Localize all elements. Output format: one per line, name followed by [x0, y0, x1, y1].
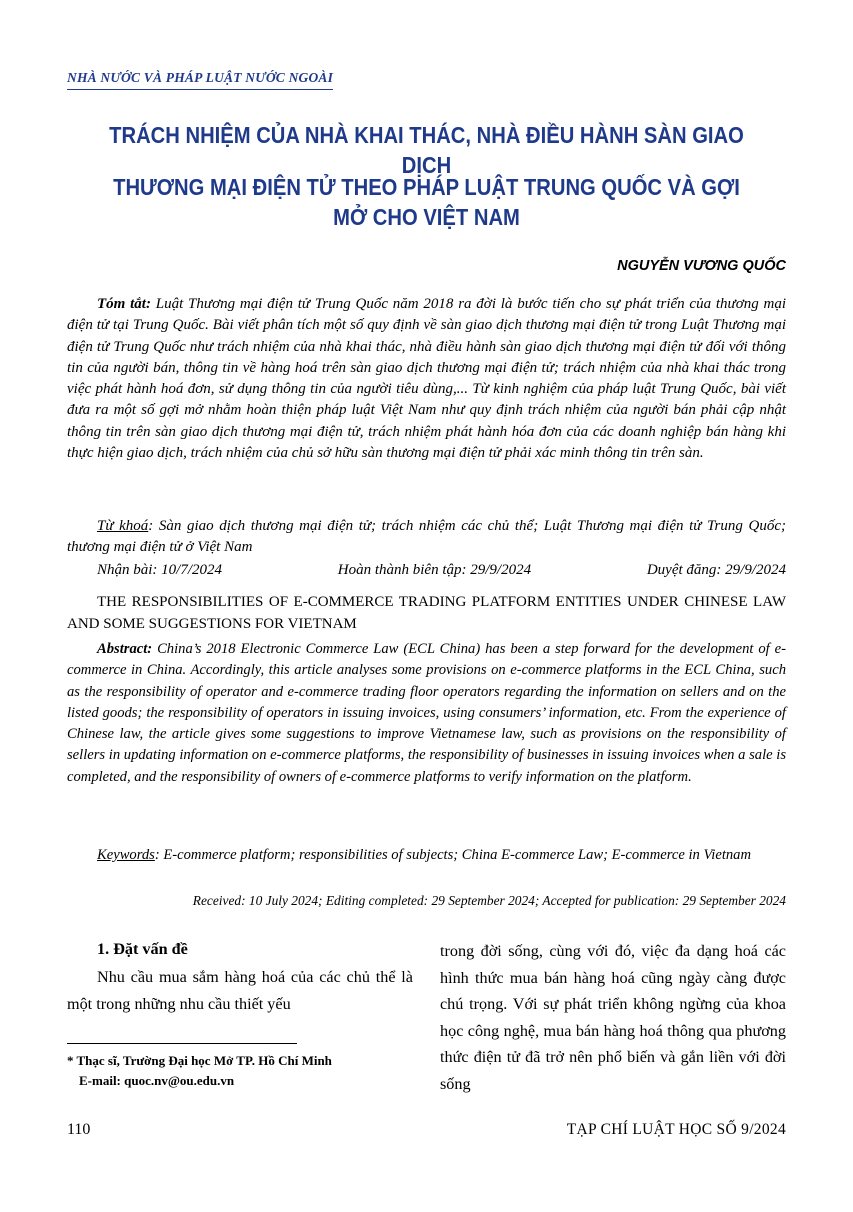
- body-right-column: trong đời sống, cùng với đó, việc đa dạng hoá các hình thức mua bán hàng hoá cũng ngày càng được chú trọng. Với sự phát triển không ngừng của khoa học công nghệ, mua bán hàng hoá thông qua phương thức điện tử đã trở nên phổ biến và gắn liền với đời sống: [440, 942, 786, 1093]
- abstract-vn-label: Tóm tắt:: [97, 296, 151, 312]
- article-title-line-2: THƯƠNG MẠI ĐIỆN TỬ THEO PHÁP LUẬT TRUNG QUỐC VÀ GỢI MỞ CHO VIỆT NAM: [113, 174, 740, 230]
- section-tag: NHÀ NƯỚC VÀ PHÁP LUẬT NƯỚC NGOÀI: [67, 70, 333, 90]
- abstract-vn: [67, 294, 786, 464]
- article-title-line-1: TRÁCH NHIỆM CỦA NHÀ KHAI THÁC, NHÀ ĐIỀU HÀNH SÀN GIAO DỊCH: [109, 122, 744, 178]
- abstract-vn-text: Luật Thương mại điện tử Trung Quốc năm 2018 ra đời là bước tiến cho sự phát triển của thương mại điện tử tại Trung Quốc. Bài viết phân tích một số quy định về sàn giao dịch thương mại điện tử trong Luật Thương mại điện tử Trung Quốc như trách nhiệm của nhà khai thác, nhà điều hành sàn giao dịch thương mại điện tử đối với thông tin của người bán, thông tin về hàng hoá trên sàn giao dịch thương mại điện tử; trách nhiệm của nhà khai thác trong việc phát hành hoá đơn, sử dụng thông tin của người tiêu dùng,... Từ kinh nghiệm của pháp luật Trung Quốc, bài viết đưa ra một số gợi mở nhằm hoàn thiện pháp luật Việt Nam như quy định trách nhiệm của người bán phải cập nhật thông tin trên sàn giao dịch thương mại điện tử, trách nhiệm phát hành hóa đơn của các doanh nghiệp bán hàng khi thực hiện giao dịch, trách nhiệm của chủ sở hữu sàn thương mại điện tử phải xác minh thông tin trên sàn.: [67, 296, 787, 462]
- abstract-en-text: China’s 2018 Electronic Commerce Law (ECL China) has been a step forward for the development of e-commerce in China. Accordingly, this article analyses some provisions on e-commerce platforms in the ECL China, such as the responsibility of operator and e-commerce trading floor operators regarding the information on sellers and on the listed goods; the responsibility of operators in issuing invoices, using consumers’ information, etc. From the experience of Chinese law, the article gives some suggestions to improve Vietnamese law, such as provisions on the responsibility of sellers in updating information on e-commerce platforms, the responsibility of businesses in issuing invoices when a sale is completed, and the responsibility of owners of e-commerce platforms to verify information on the platform.: [67, 641, 786, 785]
- received-date-vn: Nhận bài: 10/7/2024: [97, 562, 223, 578]
- keywords-vn-text: : Sàn giao dịch thương mại điện tử; trách nhiệm các chủ thể; Luật Thương mại điện tử Trung Quốc; thương mại điện tử ở Việt Nam: [67, 518, 786, 556]
- dates-vn: [97, 562, 786, 579]
- body-left-column: Nhu cầu mua sắm hàng hoá của các chủ thể là một trong những nhu cầu thiết yếu: [67, 968, 413, 1013]
- keywords-vn: [67, 516, 786, 559]
- keywords-en: [67, 845, 786, 866]
- accepted-date-vn: Duyệt đăng: 29/9/2024: [646, 562, 786, 578]
- keywords-en-text: : E-commerce platform; responsibilities of subjects; China E-commerce Law; E-commerce in Vietnam: [154, 847, 752, 863]
- english-title: THE RESPONSIBILITIES OF E-COMMERCE TRADING PLATFORM ENTITIES UNDER CHINESE LAW AND SOME SUGGESTIONS FOR VIETNAM: [67, 594, 786, 632]
- section-heading: 1. Đặt vấn đề: [97, 940, 188, 958]
- abstract-en-label: Abstract:: [97, 641, 153, 657]
- footnote-email: E-mail: quoc.nv@ou.edu.vn: [79, 1073, 235, 1088]
- received-en: Received: 10 July 2024; Editing completed: 29 September 2024; Accepted for publication: 29 September 2024: [192, 893, 786, 908]
- journal-name: TẠP CHÍ LUẬT HỌC SỐ 9/2024: [566, 1121, 786, 1138]
- footnote-rule: [67, 1043, 297, 1044]
- keywords-vn-label: Từ khoá: [97, 518, 149, 534]
- keywords-en-label: Keywords: [97, 847, 155, 863]
- page-number: 110: [67, 1121, 91, 1138]
- footnote: [67, 1051, 332, 1091]
- author-name: NGUYỄN VƯƠNG QUỐC: [617, 258, 786, 274]
- edited-date-vn: Hoàn thành biên tập: 29/9/2024: [337, 562, 532, 578]
- footnote-affiliation: * Thạc sĩ, Trường Đại học Mở TP. Hồ Chí Minh: [67, 1053, 332, 1068]
- abstract-en: [67, 639, 786, 788]
